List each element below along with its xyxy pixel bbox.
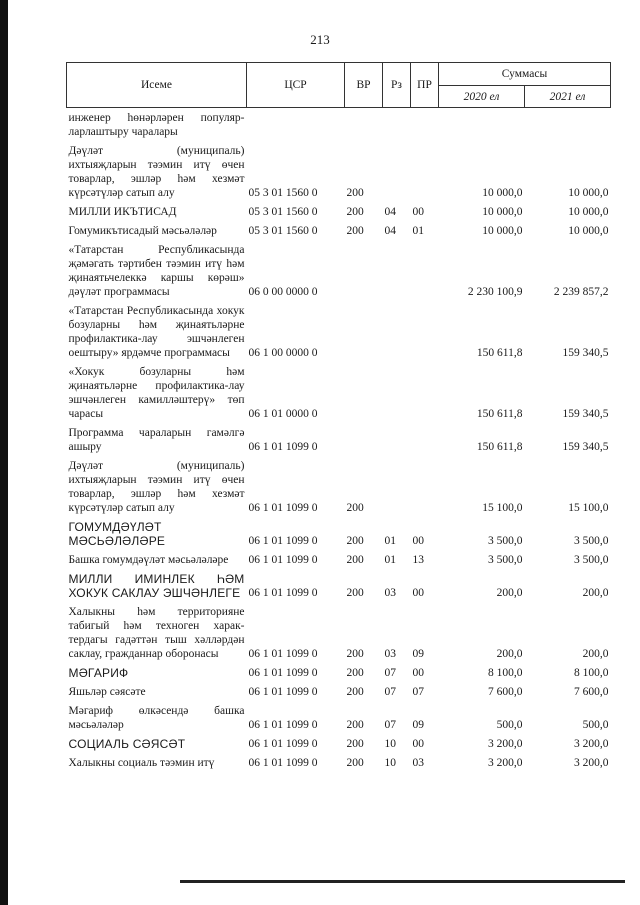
header-year-2020: 2020 ел bbox=[439, 86, 525, 108]
row-csr-code: 06 1 00 0000 0 bbox=[248, 347, 318, 359]
row-csr-code: 06 1 01 1099 0 bbox=[248, 738, 318, 750]
row-name: СОЦИАЛЬ СӘЯСӘТ bbox=[68, 737, 186, 751]
row-sum-2020: 10 000,0 bbox=[482, 225, 523, 237]
table-row bbox=[67, 301, 611, 362]
row-sum-2020: 200,0 bbox=[496, 587, 523, 599]
row-vr-code: 200 bbox=[346, 554, 364, 566]
row-name: Халыкны социаль тәэмин итү bbox=[68, 757, 215, 769]
row-rz-code: 01 bbox=[384, 535, 396, 547]
row-pr-code: 09 bbox=[412, 719, 424, 731]
row-rz-code bbox=[383, 362, 411, 423]
row-rz-code: 10 bbox=[384, 757, 396, 769]
row-csr-code: 06 1 01 1099 0 bbox=[248, 587, 318, 599]
row-pr-code: 09 bbox=[412, 648, 424, 660]
row-vr-code: 200 bbox=[346, 757, 364, 769]
header-sums: Суммасы bbox=[439, 63, 611, 86]
table-row bbox=[67, 602, 611, 663]
row-csr-code: 06 1 01 1099 0 bbox=[248, 686, 318, 698]
row-sum-2021: 7 600,0 bbox=[574, 686, 609, 698]
row-vr-code: 200 bbox=[346, 686, 364, 698]
row-csr-code: 06 1 01 1099 0 bbox=[248, 667, 318, 679]
row-sum-2021: 10 000,0 bbox=[568, 206, 609, 218]
row-rz-code bbox=[383, 456, 411, 517]
row-pr-code: 00 bbox=[412, 738, 424, 750]
row-csr-code: 06 1 01 1099 0 bbox=[248, 757, 318, 769]
row-pr-code bbox=[411, 108, 439, 142]
row-vr-code: 200 bbox=[346, 225, 364, 237]
row-vr-code bbox=[345, 301, 383, 362]
row-sum-2021: 15 100,0 bbox=[568, 502, 609, 514]
row-sum-2020: 3 500,0 bbox=[488, 535, 523, 547]
row-sum-2020: 150 611,8 bbox=[476, 347, 523, 359]
row-vr-code: 200 bbox=[346, 502, 364, 514]
row-csr-code bbox=[247, 108, 345, 142]
row-vr-code: 200 bbox=[346, 648, 364, 660]
table-row bbox=[67, 423, 611, 456]
row-name: МИЛЛИ ИКЪТИСАД bbox=[68, 206, 177, 218]
row-sum-2021: 159 340,5 bbox=[562, 347, 609, 359]
row-pr-code bbox=[411, 141, 439, 202]
row-sum-2021: 3 200,0 bbox=[574, 757, 609, 769]
row-csr-code: 06 1 01 1099 0 bbox=[248, 719, 318, 731]
header-vr: ВР bbox=[345, 63, 383, 108]
row-sum-2021: 3 200,0 bbox=[574, 738, 609, 750]
row-csr-code: 06 1 01 1099 0 bbox=[248, 554, 318, 566]
header-name: Исеме bbox=[67, 63, 247, 108]
row-csr-code: 06 0 00 0000 0 bbox=[248, 286, 318, 298]
row-name: Гомумикътисадый мәсьәләләр bbox=[68, 225, 217, 237]
row-csr-code: 06 1 01 0000 0 bbox=[248, 408, 318, 420]
row-csr-code: 05 3 01 1560 0 bbox=[248, 187, 318, 199]
row-sum-2020: 3 500,0 bbox=[488, 554, 523, 566]
row-rz-code: 07 bbox=[384, 686, 396, 698]
row-name: инженер һөнәрләрен популяр-ларлаштыру чаралары bbox=[68, 112, 245, 138]
row-sum-2021: 3 500,0 bbox=[574, 554, 609, 566]
table-row bbox=[67, 517, 611, 550]
table-row bbox=[67, 701, 611, 734]
row-sum-2021: 500,0 bbox=[582, 719, 609, 731]
row-sum-2020: 150 611,8 bbox=[476, 408, 523, 420]
row-name: Дәүләт (муниципаль) ихтыяҗларын тәэмин итү өчен товарлар, эшләр һәм хезмәт күрсәтүләр сатып алу bbox=[68, 460, 245, 514]
table-row bbox=[67, 240, 611, 301]
row-vr-code: 200 bbox=[346, 719, 364, 731]
table-row bbox=[67, 362, 611, 423]
row-name: Башка гомумдәүләт мәсьәләләре bbox=[68, 554, 229, 566]
row-rz-code: 04 bbox=[384, 206, 396, 218]
row-sum-2021: 159 340,5 bbox=[562, 441, 609, 453]
page-number: 213 bbox=[310, 32, 330, 47]
budget-table bbox=[66, 62, 611, 772]
header-pr: ПР bbox=[411, 63, 439, 108]
row-sum-2021: 200,0 bbox=[582, 648, 609, 660]
row-rz-code: 07 bbox=[384, 719, 396, 731]
row-pr-code: 00 bbox=[412, 206, 424, 218]
row-rz-code bbox=[383, 301, 411, 362]
row-sum-2021: 8 100,0 bbox=[574, 667, 609, 679]
table-row bbox=[67, 456, 611, 517]
row-pr-code: 13 bbox=[412, 554, 424, 566]
row-rz-code: 01 bbox=[384, 554, 396, 566]
row-rz-code: 04 bbox=[384, 225, 396, 237]
table-body bbox=[67, 108, 611, 773]
table-header bbox=[67, 63, 611, 108]
row-vr-code bbox=[345, 362, 383, 423]
row-sum-2021: 200,0 bbox=[582, 587, 609, 599]
row-csr-code: 06 1 01 1099 0 bbox=[248, 441, 318, 453]
row-vr-code: 200 bbox=[346, 535, 364, 547]
row-rz-code: 03 bbox=[384, 648, 396, 660]
row-name: ГОМУМДӘҮЛӘТ МӘСЬӘЛӘЛӘРЕ bbox=[68, 520, 166, 548]
row-sum-2021 bbox=[525, 108, 611, 142]
row-name: Халыкны һәм территорияне табигый һәм техноген харак-тердагы гадәттән тыш хәлләрдән саклау, гражданнар оборонасы bbox=[68, 606, 245, 660]
table-row bbox=[67, 202, 611, 221]
row-sum-2020: 10 000,0 bbox=[482, 187, 523, 199]
table-row bbox=[67, 753, 611, 772]
row-name: «Татарстан Республикасында хокук бозуларны һәм җинаятьләрне профилактика-лау эшчәнлеген оештыру» ярдәмче программасы bbox=[68, 305, 245, 359]
row-vr-code bbox=[345, 108, 383, 142]
row-pr-code: 03 bbox=[412, 757, 424, 769]
row-sum-2020: 3 200,0 bbox=[488, 757, 523, 769]
row-rz-code: 03 bbox=[384, 587, 396, 599]
row-csr-code: 06 1 01 1099 0 bbox=[248, 502, 318, 514]
table-row bbox=[67, 108, 611, 142]
row-vr-code: 200 bbox=[346, 738, 364, 750]
row-pr-code bbox=[411, 362, 439, 423]
row-sum-2020: 150 611,8 bbox=[476, 441, 523, 453]
row-csr-code: 05 3 01 1560 0 bbox=[248, 225, 318, 237]
table-row bbox=[67, 550, 611, 569]
row-pr-code: 00 bbox=[412, 587, 424, 599]
row-rz-code bbox=[383, 141, 411, 202]
row-vr-code: 200 bbox=[346, 667, 364, 679]
row-sum-2020: 500,0 bbox=[496, 719, 523, 731]
table-row bbox=[67, 734, 611, 753]
row-vr-code: 200 bbox=[346, 206, 364, 218]
row-pr-code bbox=[411, 456, 439, 517]
row-pr-code bbox=[411, 301, 439, 362]
row-sum-2020: 15 100,0 bbox=[482, 502, 523, 514]
row-sum-2021: 159 340,5 bbox=[562, 408, 609, 420]
row-pr-code: 00 bbox=[412, 667, 424, 679]
row-pr-code: 07 bbox=[412, 686, 424, 698]
row-sum-2020: 7 600,0 bbox=[488, 686, 523, 698]
scan-edge-bottom bbox=[180, 880, 625, 883]
row-pr-code bbox=[411, 423, 439, 456]
row-name: «Татарстан Республикасында җәмәгать тәртибен тәэмин итү һәм җинаятьчелеккә каршы көрәш» дәүләт программасы bbox=[68, 244, 245, 298]
table-row bbox=[67, 682, 611, 701]
row-name: «Хокук бозуларны һәм җинаятьләрне профилактика-лау эшчәнлеген камилләштерү» төп чарасы bbox=[68, 366, 245, 420]
header-csr: ЦСР bbox=[247, 63, 345, 108]
row-name: Мәгариф өлкәсендә башка мәсьәләләр bbox=[68, 705, 245, 731]
row-csr-code: 05 3 01 1560 0 bbox=[248, 206, 318, 218]
row-sum-2020 bbox=[439, 108, 525, 142]
row-name: МИЛЛИ ИМИНЛЕК ҺӘМ ХОКУК САКЛАУ ЭШЧӘНЛЕГЕ bbox=[68, 572, 245, 600]
row-pr-code bbox=[411, 240, 439, 301]
table-row bbox=[67, 221, 611, 240]
row-vr-code bbox=[345, 423, 383, 456]
row-rz-code bbox=[383, 240, 411, 301]
row-name: Яшьләр сәясәте bbox=[68, 686, 146, 698]
header-year-2021: 2021 ел bbox=[525, 86, 611, 108]
row-sum-2020: 200,0 bbox=[496, 648, 523, 660]
row-vr-code: 200 bbox=[346, 587, 364, 599]
header-rz: Рз bbox=[383, 63, 411, 108]
row-sum-2020: 10 000,0 bbox=[482, 206, 523, 218]
row-pr-code: 01 bbox=[412, 225, 424, 237]
row-rz-code: 10 bbox=[384, 738, 396, 750]
row-name: МӘГАРИФ bbox=[68, 666, 129, 680]
table-row bbox=[67, 569, 611, 602]
scan-edge-left bbox=[0, 0, 8, 905]
row-sum-2021: 3 500,0 bbox=[574, 535, 609, 547]
table-row bbox=[67, 141, 611, 202]
row-sum-2020: 8 100,0 bbox=[488, 667, 523, 679]
row-sum-2021: 10 000,0 bbox=[568, 225, 609, 237]
row-sum-2021: 10 000,0 bbox=[568, 187, 609, 199]
row-vr-code bbox=[345, 240, 383, 301]
row-csr-code: 06 1 01 1099 0 bbox=[248, 648, 318, 660]
row-name: Программа чараларын гамәлгә ашыру bbox=[68, 427, 245, 453]
row-name: Дәүләт (муниципаль) ихтыяҗларын тәэмин итү өчен товарлар, эшләр һәм хезмәт күрсәтүләр сатып алу bbox=[68, 145, 245, 199]
table-row bbox=[67, 663, 611, 682]
row-sum-2020: 2 230 100,9 bbox=[467, 286, 523, 298]
row-pr-code: 00 bbox=[412, 535, 424, 547]
row-rz-code: 07 bbox=[384, 667, 396, 679]
row-rz-code bbox=[383, 423, 411, 456]
row-vr-code: 200 bbox=[346, 187, 364, 199]
row-csr-code: 06 1 01 1099 0 bbox=[248, 535, 318, 547]
row-rz-code bbox=[383, 108, 411, 142]
row-sum-2021: 2 239 857,2 bbox=[553, 286, 609, 298]
row-sum-2020: 3 200,0 bbox=[488, 738, 523, 750]
